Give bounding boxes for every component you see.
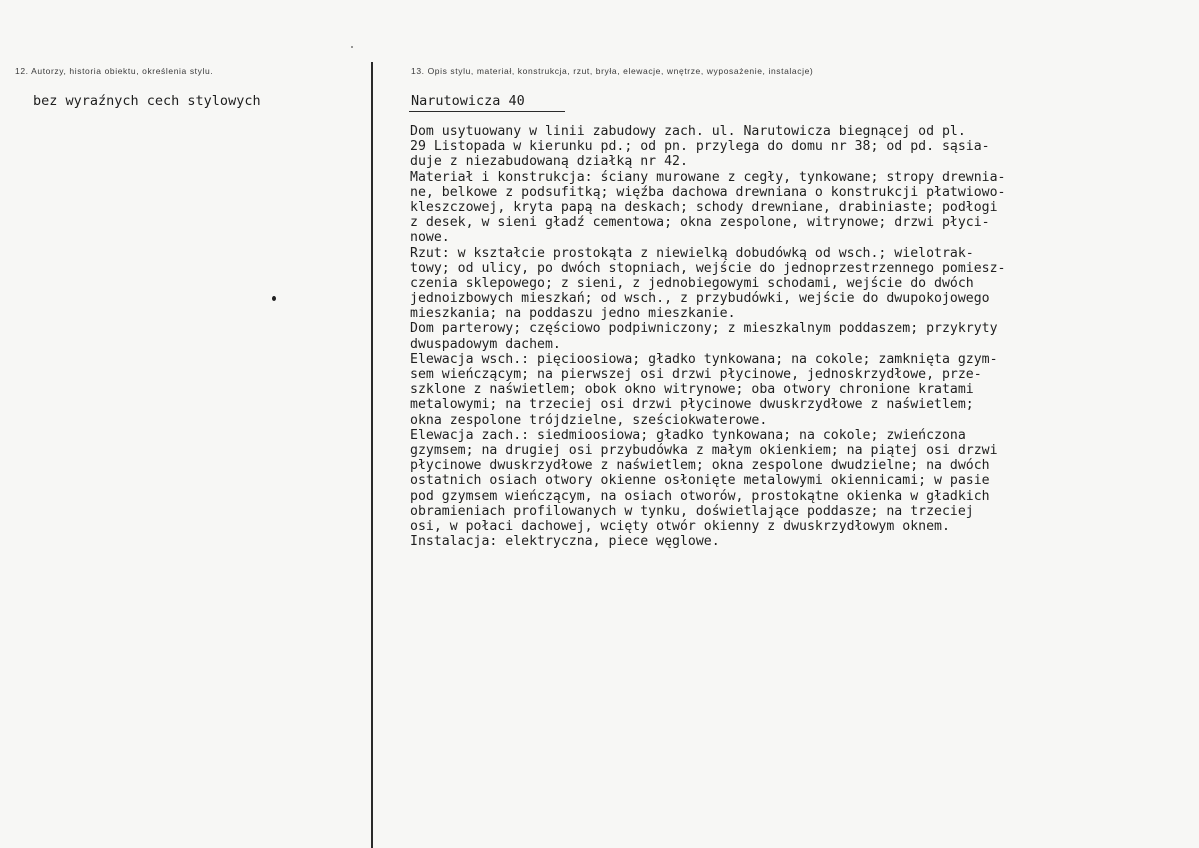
description-line: okna zespolone trójdzielne, sześciokwaterowe.: [410, 412, 768, 428]
field-label-description: 13. Opis stylu, materiał, konstrukcja, rzut, bryła, elewacje, wnętrze, wyposażenie, instalacje): [411, 66, 814, 76]
description-body: [410, 124, 1190, 549]
description-line: mieszkania; na poddaszu jedno mieszkanie.: [410, 306, 736, 322]
description-line: szklone z naświetlem; obok okno witrynowe; oba otwory chronione kratami: [410, 382, 974, 398]
description-line: Materiał i konstrukcja: ściany murowane z cegły, tynkowane; stropy drewnia-: [410, 169, 1006, 185]
description-line: Dom usytuowany w linii zabudowy zach. ul. Narutowicza biegnącej od pl.: [410, 124, 966, 139]
paper-speck: [351, 46, 353, 48]
description-line: gzymsem; na drugiej osi przybudówka z małym okienkiem; na piątej osi drzwi: [410, 442, 998, 458]
column-divider: [371, 62, 373, 848]
address-heading: Narutowicza 40: [411, 93, 525, 109]
description-line: dwuspadowym dachem.: [410, 336, 561, 352]
description-line: obramieniach profilowanych w tynku, doświetlające poddasze; na trzeciej: [410, 503, 974, 519]
address-underline: [409, 111, 565, 112]
description-line: metalowymi; na trzeciej osi drzwi płycinowe dwuskrzydłowe z naświetlem;: [410, 397, 974, 413]
description-line: kleszczowej, kryta papą na deskach; schody drewniane, drabiniaste; podłogi: [410, 199, 998, 215]
description-line: nowe.: [410, 230, 450, 246]
description-line: 29 Listopada w kierunku pd.; od pn. przylega do domu nr 38; od pd. sąsia-: [410, 139, 990, 155]
description-line: Instalacja: elektryczna, piece węglowe.: [410, 534, 720, 550]
description-line: osi, w połaci dachowej, wcięty otwór okienny z dwuskrzydłowym oknem.: [410, 518, 950, 534]
description-line: pod gzymsem wieńczącym, na osiach otworów, prostokątne okienka w gładkich: [410, 488, 990, 504]
description-line: czenia sklepowego; z sieni, z jednobiegowymi schodami, wejście do dwóch: [410, 275, 974, 291]
description-line: Rzut: w kształcie prostokąta z niewielką dobudówką od wsch.; wielotrak-: [410, 245, 974, 261]
description-line: płycinowe dwuskrzydłowe z naświetlem; okna zespolone dwudzielne; na dwóch: [410, 458, 990, 474]
description-line: ne, belkowe z podsufitką; więźba dachowa drewniana o konstrukcji płatwiowo-: [410, 184, 1006, 200]
style-description-text: bez wyraźnych cech stylowych: [33, 93, 261, 109]
description-line: sem wieńczącym; na pierwszej osi drzwi płycinowe, jednoskrzydłowe, prze-: [410, 367, 982, 382]
description-line: z desek, w sieni gładź cementowa; okna zespolone, witrynowe; drzwi płyci-: [410, 215, 990, 231]
description-line: Elewacja zach.: siedmioosiowa; gładko tynkowana; na cokole; zwieńczona: [410, 427, 966, 443]
ink-dot: [272, 296, 276, 301]
field-label-authors-history-style: 12. Autorzy, historia obiektu, określenia stylu.: [15, 66, 214, 76]
description-line: ostatnich osiach otwory okienne osłonięte metalowymi okiennicami; w pasie: [410, 473, 990, 489]
description-line: Elewacja wsch.: pięcioosiowa; gładko tynkowana; na cokole; zamknięta gzym-: [410, 351, 998, 367]
description-line: towy; od ulicy, po dwóch stopniach, wejście do jednoprzestrzennego pomiesz-: [410, 260, 1006, 276]
description-line: duje z niezabudowaną działką nr 42.: [410, 154, 688, 170]
description-line: Dom parterowy; częściowo podpiwniczony; z mieszkalnym poddaszem; przykryty: [410, 321, 998, 337]
description-line: jednoizbowych mieszkań; od wsch., z przybudówki, wejście do dwupokojowego: [410, 291, 990, 307]
